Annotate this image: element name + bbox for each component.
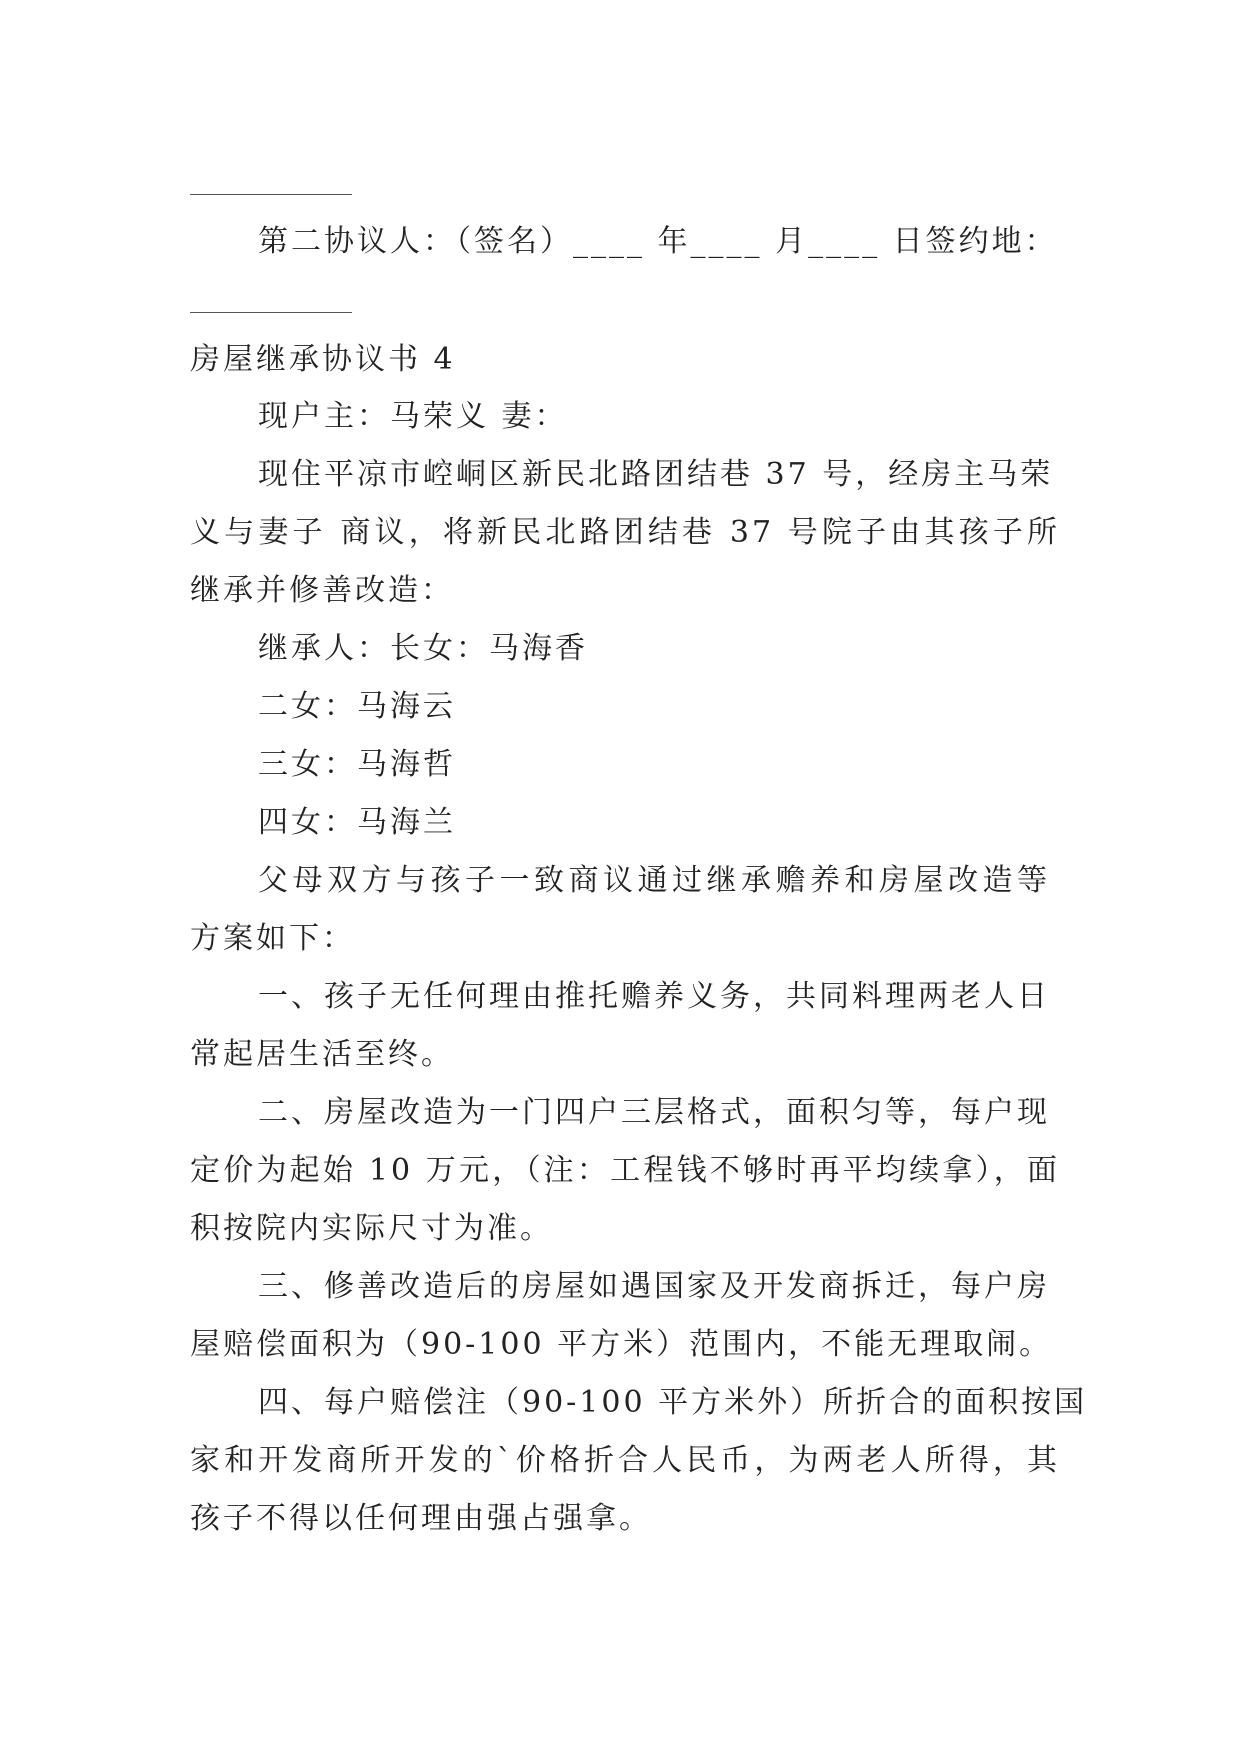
clause-1-line: 常起居生活至终。 <box>190 1037 454 1072</box>
preamble-line: 父母双方与孩子一致商议通过继承赡养和房屋改造等 <box>258 863 1050 898</box>
clause-2-line: 定价为起始 10 万元，（注：工程钱不够时再平均续拿），面 <box>190 1153 1060 1188</box>
clause-1-line: 一、孩子无任何理由推托赡养义务，共同料理两老人日 <box>258 979 1050 1014</box>
heir-line: 二女：马海云 <box>258 689 456 724</box>
clause-3-line: 三、修善改造后的房屋如遇国家及开发商拆迁，每户房 <box>258 1269 1050 1304</box>
clause-4-line: 四、每户赔偿注（90-100 平方米外）所折合的面积按国 <box>258 1385 1088 1420</box>
clause-4-line: 孩子不得以任何理由强占强拿。 <box>190 1501 652 1536</box>
signature-underline-top <box>190 194 352 195</box>
intro-line: 现住平凉市崆峒区新民北路团结巷 37 号，经房主马荣 <box>258 457 1054 492</box>
section-title: 房屋继承协议书 4 <box>190 342 456 377</box>
preamble-line: 方案如下： <box>190 921 355 956</box>
heir-line: 三女：马海哲 <box>258 747 456 782</box>
second-party-signature-line: 第二协议人：（签名）____ 年____ 月____ 日签约地： <box>258 224 1058 259</box>
intro-line: 义与妻子 商议，将新民北路团结巷 37 号院子由其孩子所 <box>190 515 1060 550</box>
clause-2-line: 二、房屋改造为一门四户三层格式，面积匀等，每户现 <box>258 1095 1050 1130</box>
clause-3-line: 屋赔偿面积为（90-100 平方米）范围内，不能无理取闹。 <box>190 1327 1053 1362</box>
heir-line: 四女：马海兰 <box>258 805 456 840</box>
heir-line: 继承人：长女：马海香 <box>258 631 588 666</box>
owner-line: 现户主：马荣义 妻： <box>258 399 568 434</box>
intro-line: 继承并修善改造： <box>190 573 454 608</box>
clause-2-line: 积按院内实际尺寸为准。 <box>190 1211 553 1246</box>
signature-underline-bottom <box>190 312 352 313</box>
clause-4-line: 家和开发商所开发的`价格折合人民币，为两老人所得，其 <box>190 1443 1060 1478</box>
